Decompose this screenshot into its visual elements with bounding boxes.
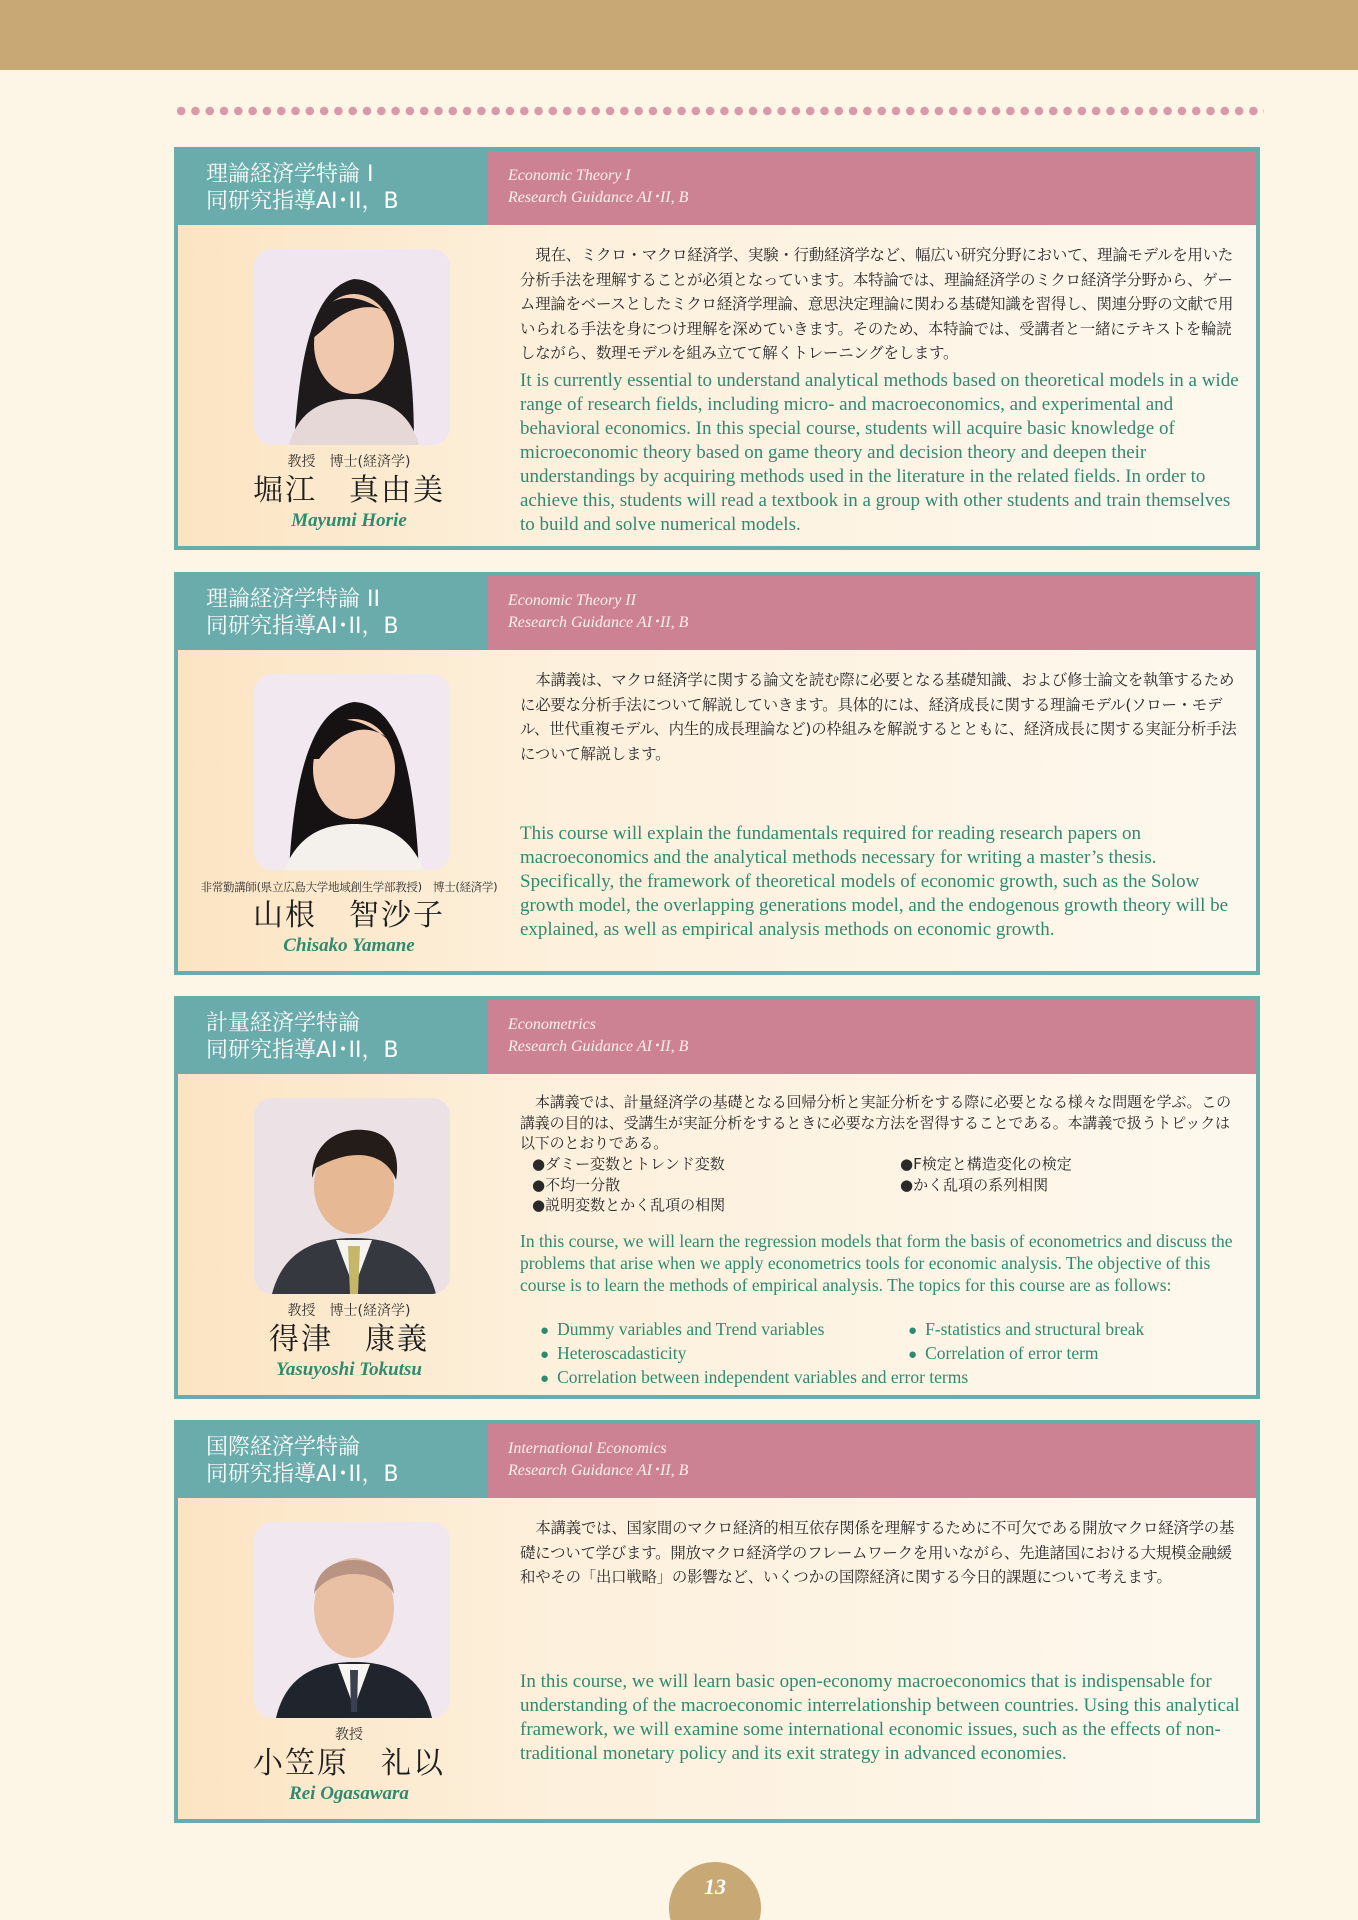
professor-title: 非常勤講師(県立広島大学地域創生学部教授) 博士(経済学): [200, 880, 498, 894]
course-description-en: In this course, we will learn the regression models that form the basis of econometrics and discuss the problems that arise when we apply econometrics tools for economic analysis. The objective of this course is to learn the methods of empirical analysis. The topics for this course are as follows:: [520, 1231, 1233, 1295]
list-item: ● Dummy variables and Trend variables: [540, 1319, 825, 1339]
topic-list-en-right: [908, 1318, 1144, 1366]
course-subtitle-en: Research Guidance AI･II, B: [508, 189, 689, 206]
bullet-icon: ●: [540, 1347, 550, 1363]
course-description-jp: 本講義は、マクロ経済学に関する論文を読む際に必要となる基礎知識、および修士論文を執筆するために必要な分析手法について解説していきます。具体的には、経済成長に関する理論モデル(ソロー・モデル、世代重複モデル、内生的成長理論など)の枠組みを解説するとともに、経済成長に関する実証分析手法について解説します。: [520, 671, 1237, 763]
course-title-en: Economic Theory II: [508, 592, 636, 609]
professor-name-jp: 堀江 真由美: [253, 473, 445, 508]
course-title-en: Econometrics: [508, 1016, 596, 1033]
course-title-jp: 理論経済学特論 II: [206, 587, 380, 612]
course-header-en: [488, 1424, 1256, 1498]
topic-list-jp-right: [900, 1154, 1072, 1195]
professor-name-en: Mayumi Horie: [291, 510, 407, 531]
course-card-international-economics: [174, 1420, 1260, 1823]
course-description-en: This course will explain the fundamentals required for reading research papers on macroeconomics and the analytical methods necessary for writing a master’s thesis. Specifically, the framework of theoretical models of economic growth, such as the Solow growth model, the overlapping generations model, and the endogenous growth theory will be explained, as well as empirical analysis methods on economic growth.: [520, 823, 1229, 940]
list-item: ●ダミー変数とトレンド変数: [532, 1155, 725, 1173]
list-item: ●かく乱項の系列相関: [900, 1175, 1049, 1194]
bullet-icon: ●: [908, 1323, 918, 1339]
course-title-en: Economic Theory I: [508, 167, 631, 184]
list-item: ● Heteroscadasticity: [540, 1343, 687, 1363]
course-description-jp: 現在、ミクロ・マクロ経済学、実験・行動経済学など、幅広い研究分野において、理論モデルを用いた分析手法を理解することが必須となっています。本特論では、理論経済学のミクロ経済学分野から、ゲーム理論をベースとしたミクロ経済学理論、意思決定理論に関わる基礎知識を習得し、関連分野の文献で用いられる手法を身につけ理解を深めていきます。そのため、本特論では、受講者と一緒にテキストを輪読しながら、数理モデルを組み立てて解くトレーニングをします。: [520, 246, 1234, 363]
course-title-en: International Economics: [508, 1440, 667, 1457]
course-title-jp: 理論経済学特論 I: [206, 162, 374, 187]
professor-photo: [254, 1098, 450, 1294]
professor-title: 教授 博士(経済学): [287, 454, 411, 470]
course-subtitle-jp: 同研究指導AI･II，B: [206, 189, 399, 214]
course-description-en: In this course, we will learn basic open-economy macroeconomics that is indispensable for understanding of the macroeconomic interrelationship between countries. Using this analytical framework, we will examine some international economic issues, such as the effects of non-traditional monetary policy and its exit strategy in advanced economies.: [520, 1671, 1240, 1764]
professor-name-jp: 小笠原 礼以: [253, 1746, 445, 1781]
course-header-jp: [178, 1424, 488, 1498]
list-item: ● Correlation between independent variables and error terms: [540, 1367, 969, 1387]
professor-title: 教授: [335, 1727, 363, 1743]
course-subtitle-en: Research Guidance AI･II, B: [508, 614, 689, 631]
professor-name-en: Rei Ogasawara: [289, 1783, 409, 1804]
course-header-en: [488, 151, 1256, 225]
course-description-jp: 本講義では、計量経済学の基礎となる回帰分析と実証分析をする際に必要となる様々な問題を学ぶ。この講義の目的は、受講生が実証分析をするときに必要な方法を習得することである。本講義で扱うトピックは以下のとおりである。: [520, 1093, 1231, 1152]
professor-photo: [254, 249, 450, 445]
professor-photo: [254, 674, 450, 870]
professor-name-jp: 得津 康義: [269, 1322, 429, 1357]
professor-name-en: Chisako Yamane: [283, 935, 415, 956]
course-header-en: [488, 576, 1256, 650]
professor-name-en: Yasuyoshi Tokutsu: [276, 1359, 422, 1380]
bullet-icon: ●: [908, 1347, 918, 1363]
page-number-badge: [669, 1862, 761, 1920]
list-item: ● Correlation of error term: [908, 1343, 1099, 1363]
list-item: ● F-statistics and structural break: [908, 1319, 1145, 1339]
course-header-jp: [178, 1000, 488, 1074]
bullet-icon: ●: [540, 1323, 550, 1339]
course-card-economic-theory-2: [174, 572, 1260, 975]
course-subtitle-en: Research Guidance AI･II, B: [508, 1462, 689, 1479]
course-title-jp: 国際経済学特論: [206, 1435, 361, 1460]
top-band: [0, 0, 1358, 70]
topic-list-en-left: [540, 1318, 968, 1390]
list-item: ●F検定と構造変化の検定: [900, 1155, 1072, 1173]
course-subtitle-jp: 同研究指導AI･II，B: [206, 1462, 399, 1487]
course-description-en: It is currently essential to understand analytical methods based on theoretical models in a wide range of research fields, including micro- and macroeconomics, and experimental and behavioral economics. In this special course, students will acquire basic knowledge of microeconomic theory based on game theory and decision theory and deepen their understandings by acquiring methods used in the literature in the related fields. In order to achieve this, students will read a textbook in a group with other students and train themselves to build and solve numerical models.: [520, 370, 1239, 535]
list-item: ●説明変数とかく乱項の相関: [532, 1196, 726, 1214]
course-subtitle-jp: 同研究指導AI･II，B: [206, 1038, 399, 1063]
course-subtitle-jp: 同研究指導AI･II，B: [206, 614, 399, 639]
professor-photo: [254, 1522, 450, 1718]
list-item: ●不均一分散: [532, 1175, 621, 1194]
course-card-econometrics: [174, 996, 1260, 1399]
topic-list-jp-left: [532, 1154, 725, 1216]
course-description-jp: 本講義では、国家間のマクロ経済的相互依存関係を理解するために不可欠である開放マクロ経済学の基礎について学びます。開放マクロ経済学のフレームワークを用いながら、先進諸国における大規模金融緩和やその「出口戦略」の影響など、いくつかの国際経済に関する今日的課題について考えます。: [520, 1519, 1235, 1587]
professor-name-jp: 山根 智沙子: [253, 898, 445, 933]
course-subtitle-en: Research Guidance AI･II, B: [508, 1038, 689, 1055]
course-header-jp: [178, 151, 488, 225]
course-header-jp: [178, 576, 488, 650]
course-card-economic-theory-1: [174, 147, 1260, 550]
dotted-divider: [174, 105, 1264, 117]
course-header-en: [488, 1000, 1256, 1074]
page-number: 13: [704, 1874, 726, 1899]
bullet-icon: ●: [540, 1371, 550, 1387]
course-title-jp: 計量経済学特論: [206, 1011, 361, 1036]
professor-title: 教授 博士(経済学): [287, 1303, 411, 1319]
